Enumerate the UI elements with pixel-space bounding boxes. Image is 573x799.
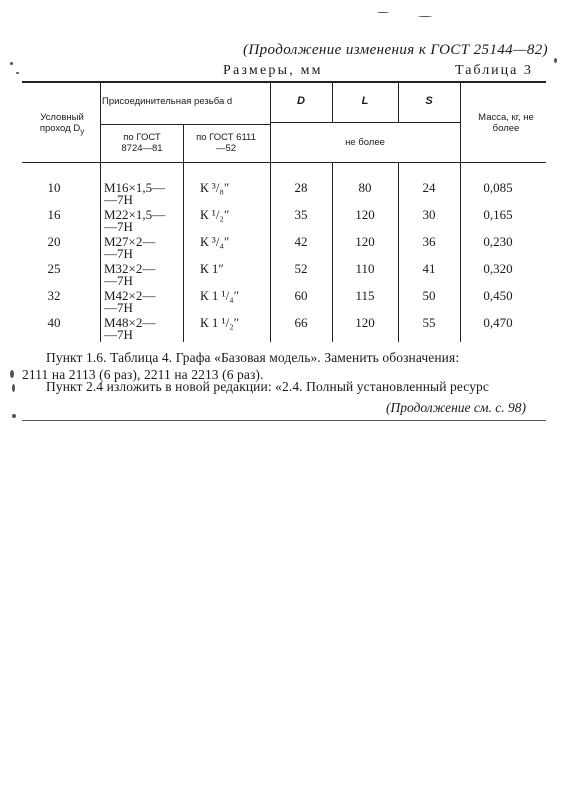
- cell-S: 55: [422, 315, 436, 330]
- cell-metric-thread: М48×2—: [104, 315, 156, 330]
- cell-dy: 16: [47, 207, 61, 222]
- cell-D: 42: [294, 234, 308, 249]
- cell-pipe-thread: К ³/₄″: [200, 234, 230, 249]
- cell-D: 35: [294, 207, 308, 222]
- scan-speck: [377, 12, 389, 13]
- col-header-S: S: [425, 95, 433, 107]
- cell-metric-thread: М42×2—: [104, 288, 156, 303]
- cell-S: 24: [422, 180, 436, 195]
- cell-L: 80: [358, 180, 372, 195]
- cell-dy: 32: [47, 288, 61, 303]
- cell-dy: 40: [47, 315, 61, 330]
- cell-L: 120: [355, 234, 375, 249]
- scan-speck: [16, 72, 19, 74]
- cell-D: 66: [294, 315, 308, 330]
- scan-speck: [10, 370, 14, 378]
- cell-S: 41: [422, 261, 436, 276]
- col-header-D: D: [297, 95, 305, 107]
- cell-S: 50: [422, 288, 436, 303]
- scan-speck: [554, 58, 557, 63]
- thread-subheader-rule: [100, 124, 270, 125]
- cell-metric-thread-tol: —7Н: [104, 273, 133, 288]
- col-header-L: L: [361, 95, 369, 107]
- cell-S: 36: [422, 234, 436, 249]
- sizes-label: Размеры, мм: [223, 63, 323, 78]
- cell-mass: 0,230: [483, 234, 513, 249]
- col-sep-2: [183, 124, 184, 342]
- cell-metric-thread: М32×2—: [104, 261, 156, 276]
- paragraph-line-2: 2111 на 2113 (6 раз), 2211 на 2213 (6 раз).: [22, 367, 264, 382]
- col-header-mass: Масса, кг, не более: [478, 112, 534, 134]
- cell-dy: 10: [47, 180, 61, 195]
- col-header-thread: Присоединительная резьба d: [102, 96, 233, 107]
- cell-metric-thread: М16×1,5—: [104, 180, 166, 195]
- cell-mass: 0,165: [483, 207, 513, 222]
- scan-speck: [12, 414, 16, 418]
- cell-mass: 0,320: [483, 261, 513, 276]
- cell-metric-thread-tol: —7Н: [104, 300, 133, 315]
- col-header-not-more: не более: [345, 137, 385, 148]
- footer-rule: [22, 420, 546, 421]
- cell-pipe-thread: К 1 ¹/₄″: [200, 288, 240, 303]
- cell-metric-thread: М27×2—: [104, 234, 156, 249]
- paragraph-line-3: Пункт 2.4 изложить в новой редакции: «2.4. Полный установленный ресурс: [46, 379, 489, 394]
- col-sep-1: [100, 82, 101, 342]
- col-header-gost-8724: по ГОСТ 8724—81: [121, 132, 163, 154]
- cell-mass: 0,470: [483, 315, 513, 330]
- cell-D: 52: [294, 261, 308, 276]
- cell-metric-thread-tol: —7Н: [104, 192, 133, 207]
- continuation-header: (Продолжение изменения к ГОСТ 25144—82): [243, 42, 549, 58]
- dims-subheader-rule: [270, 122, 460, 123]
- cell-L: 120: [355, 315, 375, 330]
- cell-L: 115: [355, 288, 375, 303]
- scan-speck: [10, 62, 13, 65]
- cell-mass: 0,450: [483, 288, 513, 303]
- cell-metric-thread-tol: —7Н: [104, 246, 133, 261]
- cell-L: 110: [355, 261, 375, 276]
- cell-L: 120: [355, 207, 375, 222]
- cell-D: 60: [294, 288, 308, 303]
- cell-metric-thread-tol: —7Н: [104, 219, 133, 234]
- continuation-footer: (Продолжение см. с. 98): [386, 400, 526, 415]
- col-sep-6: [460, 82, 461, 342]
- col-header-gost-6111: по ГОСТ 6111—52: [196, 132, 256, 154]
- cell-pipe-thread: К ³/₈″: [200, 180, 230, 195]
- paragraph-line-1: Пункт 1.6. Таблица 4. Графа «Базовая модель». Заменить обозначения:: [46, 350, 460, 365]
- cell-D: 28: [294, 180, 308, 195]
- cell-pipe-thread: К ¹/₂″: [200, 207, 230, 222]
- scan-speck: [418, 16, 432, 17]
- cell-pipe-thread: К 1″: [200, 261, 224, 276]
- cell-metric-thread-tol: —7Н: [104, 327, 133, 342]
- scan-speck: [12, 384, 15, 392]
- col-header-dy: Условный проход $D_у$: [39, 112, 85, 136]
- cell-dy: 25: [47, 261, 61, 276]
- cell-metric-thread: М22×1,5—: [104, 207, 166, 222]
- cell-mass: 0,085: [483, 180, 513, 195]
- cell-pipe-thread: К 1 ¹/₂″: [200, 315, 240, 330]
- cell-S: 30: [422, 207, 436, 222]
- table-label: Таблица 3: [455, 63, 533, 78]
- cell-dy: 20: [47, 234, 61, 249]
